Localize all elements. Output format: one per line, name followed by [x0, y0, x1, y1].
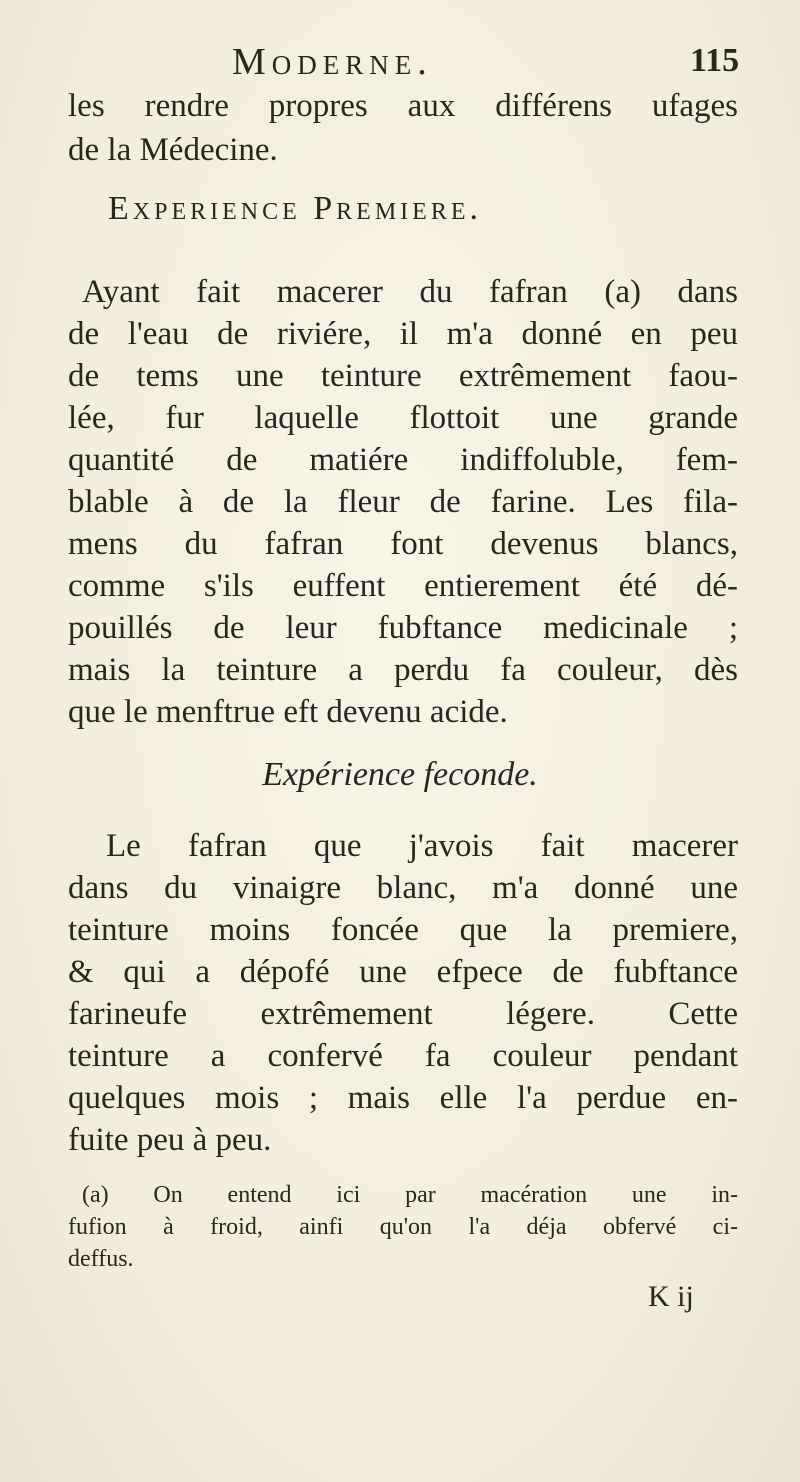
- paragraph-line: Le fafran que j'avois fait macerer: [106, 828, 738, 864]
- paragraph-line: que le menftrue eft devenu acide.: [68, 694, 508, 730]
- paragraph-line: & qui a dépofé une efpece de fubftance: [68, 954, 738, 990]
- paragraph-line: fuite peu à peu.: [68, 1122, 272, 1158]
- paragraph-line: lée, fur laquelle flottoit une grande: [68, 400, 738, 436]
- intro-line: les rendre propres aux différens ufages: [68, 88, 738, 124]
- section-heading-experience-1: Experience Premiere.: [108, 190, 483, 227]
- page-number: 115: [690, 42, 740, 79]
- paragraph-line: mens du fafran font devenus blancs,: [68, 526, 738, 562]
- paragraph-line: quantité de matiére indiffoluble, fem-: [68, 442, 738, 478]
- section-heading-experience-2: Expérience feconde.: [262, 756, 538, 793]
- intro-line: de la Médecine.: [68, 132, 278, 168]
- paragraph-line: teinture a confervé fa couleur pendant: [68, 1038, 738, 1074]
- paragraph-line: farineufe extrêmement légere. Cette: [68, 996, 738, 1032]
- paragraph-line: Ayant fait macerer du fafran (a) dans: [82, 274, 738, 310]
- paragraph-line: comme s'ils euffent entierement été dé-: [68, 568, 738, 604]
- paragraph-line: teinture moins foncée que la premiere,: [68, 912, 738, 948]
- paragraph-line: blable à de la fleur de farine. Les fila-: [68, 484, 738, 520]
- paragraph-line: quelques mois ; mais elle l'a perdue en-: [68, 1080, 738, 1116]
- paragraph-line: mais la teinture a perdu fa couleur, dès: [68, 652, 738, 688]
- paragraph-line: pouillés de leur fubftance medicinale ;: [68, 610, 738, 646]
- page-header: [0, 40, 800, 90]
- paragraph-line: dans du vinaigre blanc, m'a donné une: [68, 870, 738, 906]
- paragraph-line: de l'eau de riviére, il m'a donné en peu: [68, 316, 738, 352]
- running-title: Moderne.: [232, 41, 433, 83]
- paragraph-line: de tems une teinture extrêmement faou-: [68, 358, 738, 394]
- footnote-line: deffus.: [68, 1246, 134, 1272]
- footnote-line: fufion à froid, ainfi qu'on l'a déja obfervé ci-: [68, 1214, 738, 1240]
- signature-mark: K ij: [648, 1280, 694, 1313]
- footnote-line: (a) On entend ici par macération une in-: [82, 1182, 738, 1208]
